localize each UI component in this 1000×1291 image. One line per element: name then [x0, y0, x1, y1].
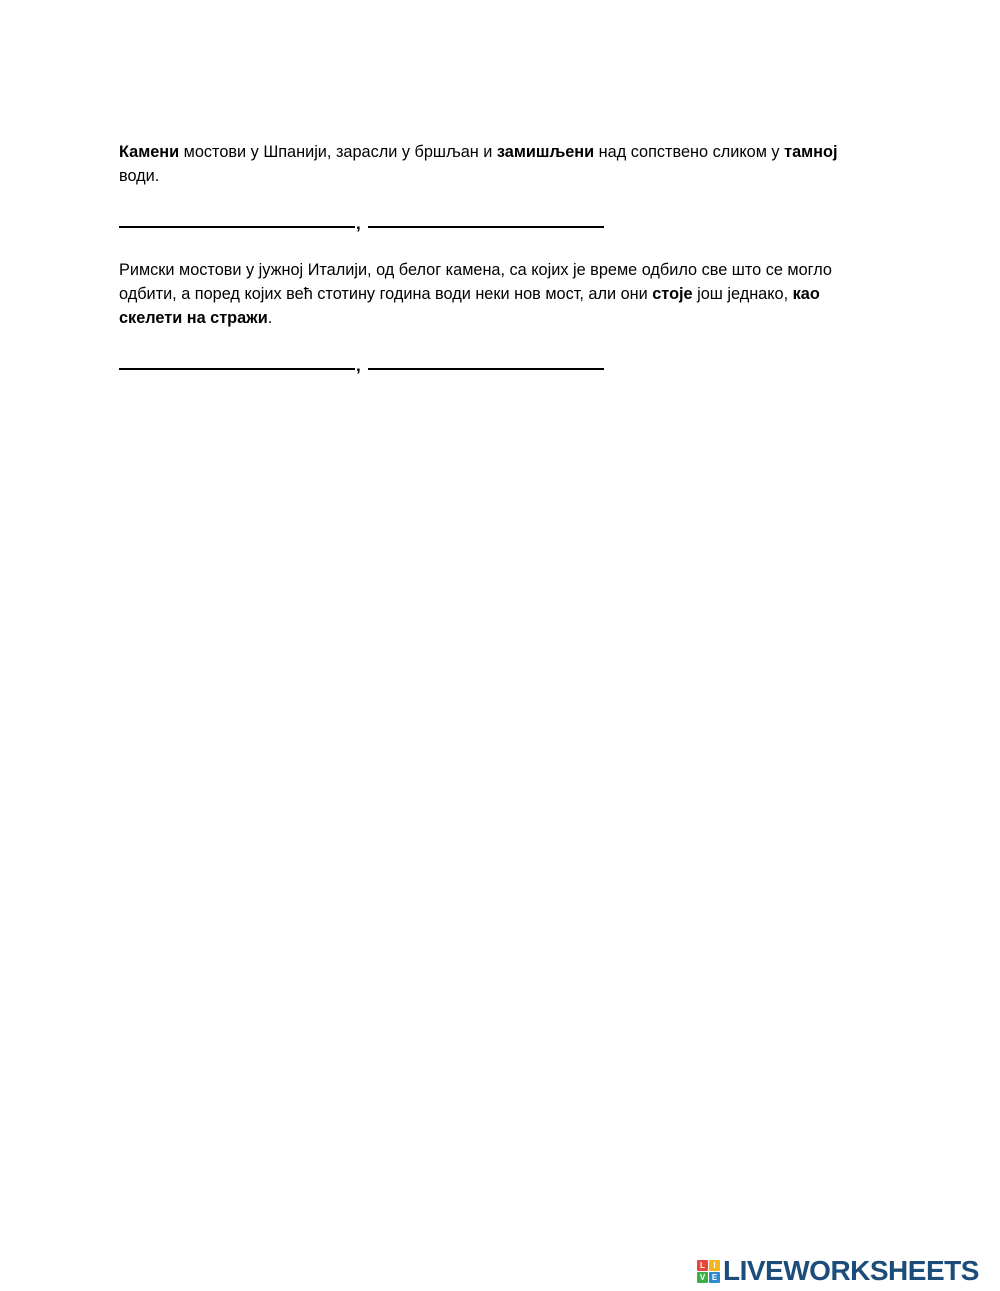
passage-text: још једнако, — [692, 285, 793, 303]
highlight-word: стоје — [652, 285, 693, 303]
passage-text: над сопствено сликом у — [594, 143, 785, 161]
logo-text: LIVEWORKSHEETS — [723, 1255, 979, 1286]
highlight-word: Камени — [119, 143, 180, 161]
answer-blank-1a[interactable] — [119, 226, 355, 228]
answer-row-2 — [119, 354, 604, 374]
answer-separator: , — [356, 214, 361, 233]
passage-text: Римски мостови у јужној Италији, од белог камена, са којих је време одбило све што се могло одбити, а поред којих већ стотину година води неки нов мост, али они — [119, 261, 832, 303]
highlight-word: замишљени — [496, 143, 595, 161]
logo-block: I — [709, 1260, 720, 1271]
answer-blank-2a[interactable] — [119, 368, 355, 370]
highlight-word: тамној — [784, 143, 838, 161]
highlight-word: као скелети на стражи — [119, 285, 820, 327]
logo-block: V — [697, 1272, 708, 1283]
logo-blocks-icon — [697, 1260, 720, 1283]
passage-2 — [119, 258, 879, 330]
answer-row-1 — [119, 212, 604, 232]
logo-block: L — [697, 1260, 708, 1271]
answer-blank-1b[interactable] — [368, 226, 604, 228]
passage-text: води. — [119, 167, 160, 185]
answer-separator: , — [356, 356, 361, 375]
answer-blank-2b[interactable] — [368, 368, 604, 370]
liveworksheets-logo — [697, 1256, 979, 1286]
passage-1 — [119, 140, 879, 188]
passage-text: . — [267, 309, 273, 327]
passage-text: мостови у Шпанији, зарасли у бршљан и — [179, 143, 497, 161]
logo-block: E — [709, 1272, 720, 1283]
